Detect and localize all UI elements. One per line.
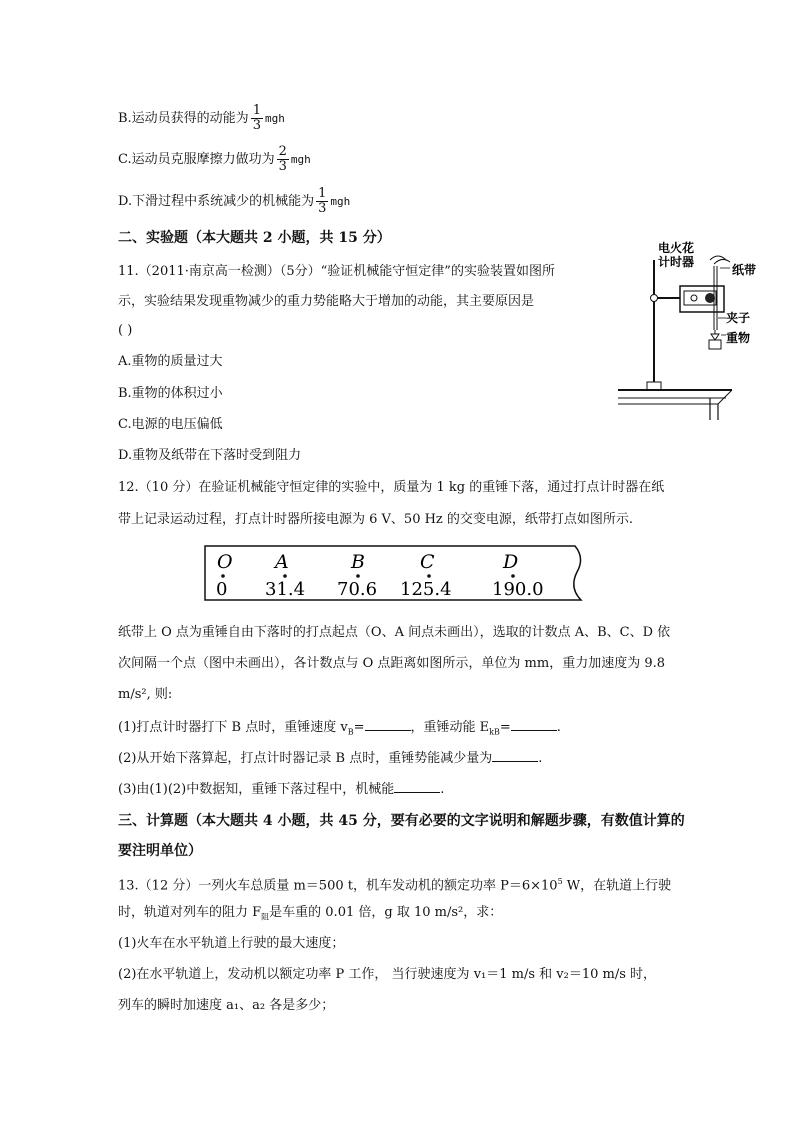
paper-tape-figure (203, 544, 587, 602)
option-d: D.下滑过程中系统减少的机械能为 $\frac{1}{3}$ mgh (118, 186, 351, 216)
q12-sub1: (1)打点计时器打下 B 点时，重锤速度 $v_B=$ ，重锤动能 $E_{kB}=$ . (118, 720, 561, 737)
section2-heading: 二、实验题（本大题共 2 小题，共 15 分） (118, 230, 391, 246)
option-d-text: D.下滑过程中系统减少的机械能为 (118, 194, 315, 209)
tape-dot (283, 574, 287, 578)
q12-line1: 12.（10 分）在验证机械能守恒定律的实验中，质量为 1 kg 的重锤下落，通过打点计时器在纸 (118, 480, 665, 495)
q11-option-c: C.电源的电压偏低 (118, 417, 223, 432)
label-weight: 重物 (726, 331, 751, 345)
q12-desc3: m/s², 则: (118, 687, 173, 702)
q12-desc2: 次间隔一个点（图中未画出），各计数点与 O 点距离如图所示，单位为 mm，重力加速度为 9.8 (118, 656, 666, 671)
answer-blank[interactable] (492, 749, 538, 762)
q12-sub2: (2)从开始下落算起，打点计时器记录 B 点时，重锤势能减少量为 . (118, 751, 543, 766)
tape-dot (511, 574, 515, 578)
q11-line1: 11.（2011·南京高一检测）（5分）“验证机械能守恒定律”的实验装置如图所 (118, 264, 555, 279)
tape-point-A: A (275, 551, 289, 573)
tape-value-D: 190.0 (492, 579, 544, 600)
q11-option-a: A.重物的质量过大 (118, 354, 223, 369)
tape-point-B: B (351, 551, 365, 573)
option-b-text: B.运动员获得的动能为 (118, 111, 249, 126)
q13-line1: 13.（12 分）一列火车总质量 m＝500 t，机车发动机的额定功率 $P=6\times 10^5$ W，在轨道上行驶 (118, 877, 672, 894)
tape-point-C: C (420, 551, 435, 573)
tape-dot (356, 574, 360, 578)
q11-option-d: D.重物及纸带在下落时受到阻力 (118, 448, 302, 463)
label-timer-line2: 计时器 (658, 255, 695, 269)
fraction: $\frac{1}{3}$ (318, 186, 327, 216)
label-timer-line1: 电火花 (658, 241, 695, 255)
option-b: B.运动员获得的动能为 $\frac{1}{3}$ mgh (118, 103, 285, 133)
tape-dot (427, 574, 431, 578)
q12-sub3: (3)由(1)(2)中数据知，重锤下落过程中，机械能 . (118, 782, 445, 797)
tape-value-C: 125.4 (400, 579, 452, 600)
experiment-apparatus-figure (614, 238, 764, 422)
option-c: C.运动员克服摩擦力做功为 $\frac{2}{3}$ mgh (118, 144, 311, 174)
q13-part3: 列车的瞬时加速度 a₁、a₂ 各是多少； (118, 998, 335, 1013)
q12-line2: 带上记录运动过程，打点计时器所接电源为 6 V、50 Hz 的交变电源，纸带打点如图所示. (118, 512, 634, 527)
tape-point-O: O (217, 551, 233, 573)
q12-desc1: 纸带上 O 点为重锤自由下落时的打点起点（O、A 间点未画出），选取的计数点 A、B、C、D 依 (118, 625, 671, 640)
q11-paren: ( ) (118, 323, 133, 338)
q11-option-b: B.重物的体积过小 (118, 386, 223, 401)
answer-blank[interactable] (394, 780, 440, 793)
tape-point-D: D (503, 551, 519, 573)
option-c-text: C.运动员克服摩擦力做功为 (118, 152, 275, 167)
q13-part1: (1)火车在水平轨道上行驶的最大速度； (118, 936, 345, 951)
label-clip: 夹子 (726, 311, 751, 325)
q13-part2: (2)在水平轨道上，发动机以额定功率 P 工作， 当行驶速度为 v₁＝1 m/s 和 v₂＝10 m/s 时， (118, 967, 657, 982)
answer-blank[interactable] (511, 718, 557, 731)
section3-heading-line1: 三、计算题（本大题共 4 小题，共 45 分，要有必要的文字说明和解题步骤，有数值计算的 (118, 813, 685, 829)
tape-value-A: 31.4 (265, 579, 306, 600)
tape-value-O: 0 (216, 579, 228, 600)
q13-line2: 时，轨道对列车的阻力 $F_阻$是车重的 0.01 倍，g 取 10 m/s²，求： (118, 905, 503, 922)
tape-value-B: 70.6 (337, 579, 378, 600)
section3-heading-line2: 要注明单位） (118, 843, 202, 859)
fraction: $\frac{2}{3}$ (278, 144, 287, 174)
label-tape: 纸带 (732, 263, 757, 277)
answer-blank[interactable] (365, 718, 411, 731)
fraction: $\frac{1}{3}$ (252, 103, 261, 133)
tape-dot (221, 574, 225, 578)
q11-line2: 示，实验结果发现重物减少的重力势能略大于增加的动能，其主要原因是 (118, 294, 535, 309)
